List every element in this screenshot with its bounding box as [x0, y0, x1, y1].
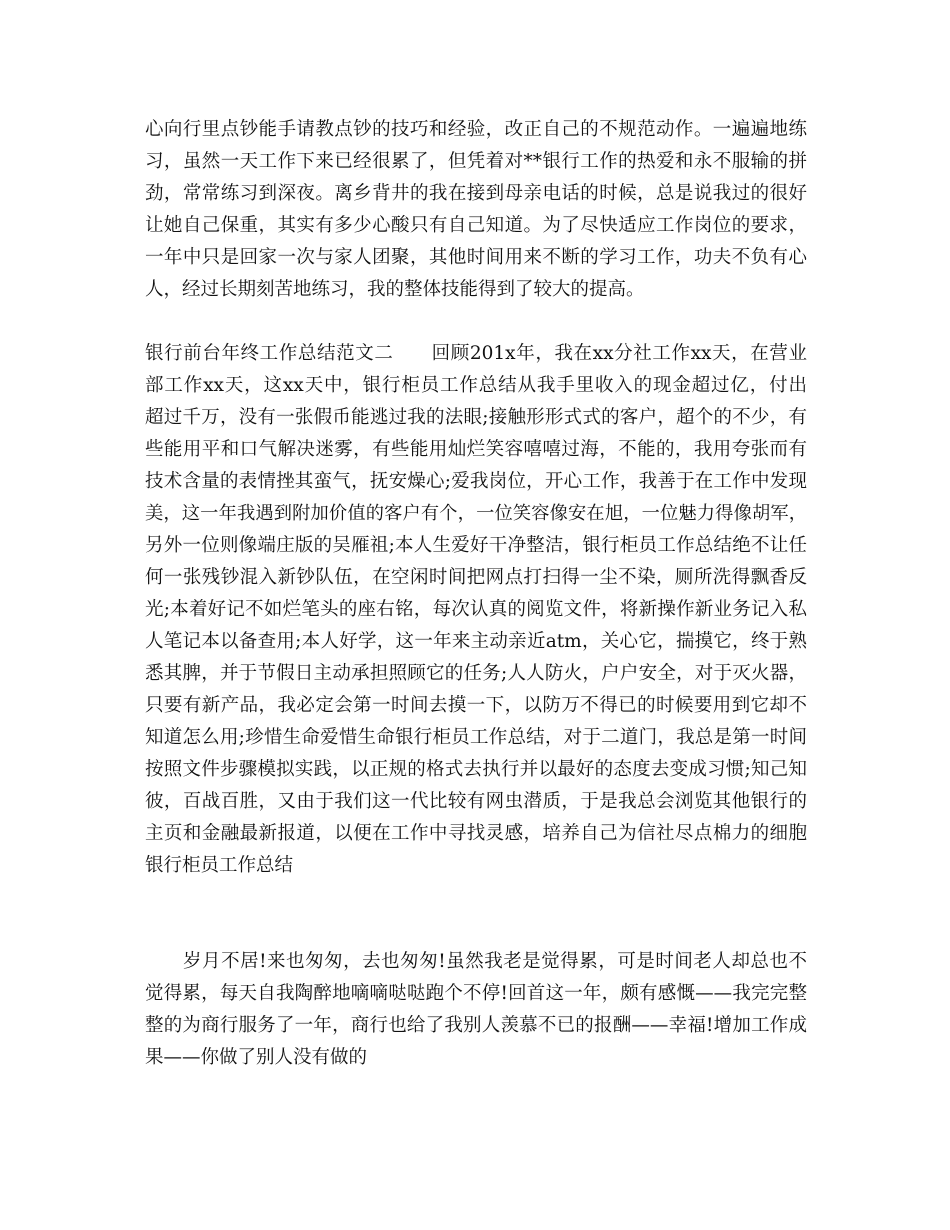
- text-line: 何一张残钞混入新钞队伍，在空闲时间把网点打扫得一尘不染，厕所洗得飘香反: [145, 567, 807, 588]
- paragraph-training: [145, 114, 807, 306]
- paragraph-year-review: [145, 946, 807, 1074]
- text-line: 劲，常常练习到深夜。离乡背井的我在接到母亲电话的时候，总是说我过的很好: [145, 183, 807, 204]
- text-line: 岁月不居!来也匆匆，去也匆匆!虽然我老是觉得累，可是时间老人却总也不: [145, 951, 807, 972]
- text-line: 果——你做了别人没有做的: [145, 1047, 368, 1068]
- text-line: 人，经过长期刻苦地练习，我的整体技能得到了较大的提高。: [145, 279, 645, 300]
- text-line: 主页和金融最新报道，以便在工作中寻找灵感，培养自己为信社尽点棉力的细胞: [145, 823, 807, 844]
- paragraph-sample-two: [145, 338, 807, 882]
- text-line: 银行前台年终工作总结范文二 回顾201x年，我在xx分社工作xx天，在营业: [145, 343, 807, 364]
- text-line: 人笔记本以备查用;本人好学，这一年来主动亲近atm，关心它，揣摸它，终于熟: [145, 631, 807, 652]
- text-line: 彼，百战百胜，又由于我们这一代比较有网虫潜质，于是我总会浏览其他银行的: [145, 791, 807, 812]
- text-line: 整的为商行服务了一年，商行也给了我别人羡慕不已的报酬——幸福!增加工作成: [145, 1015, 807, 1036]
- text-line: 按照文件步骤模拟实践，以正规的格式去执行并以最好的态度去变成习惯;知己知: [145, 759, 807, 780]
- text-line: 另外一位则像端庄版的吴雁祖;本人生爱好干净整洁，银行柜员工作总结绝不让任: [145, 535, 807, 556]
- text-line: 美，这一年我遇到附加价值的客户有个，一位笑容像安在旭，一位魅力得像胡军，: [145, 503, 807, 524]
- section-heading: 银行柜员工作总结: [145, 855, 294, 876]
- text-line: 光;本着好记不如烂笔头的座右铭，每次认真的阅览文件，将新操作新业务记入私: [145, 599, 807, 620]
- text-line: 些能用平和口气解决迷雾，有些能用灿烂笑容嘻嘻过海，不能的，我用夸张而有: [145, 439, 807, 460]
- text-line: 超过千万，没有一张假币能逃过我的法眼;接触形形式式的客户，超个的不少，有: [145, 407, 807, 428]
- text-line: 悉其脾，并于节假日主动承担照顾它的任务;人人防火，户户安全，对于灭火器，: [145, 663, 807, 684]
- text-line: 心向行里点钞能手请教点钞的技巧和经验，改正自己的不规范动作。一遍遍地练: [145, 119, 807, 140]
- text-line: 知道怎么用;珍惜生命爱惜生命银行柜员工作总结，对于二道门，我总是第一时间: [145, 727, 807, 748]
- text-line: 习，虽然一天工作下来已经很累了，但凭着对**银行工作的热爱和永不服输的拼: [145, 151, 807, 172]
- text-line: 一年中只是回家一次与家人团聚，其他时间用来不断的学习工作，功夫不负有心: [145, 247, 807, 268]
- text-line: 技术含量的表情挫其蛮气，抚安燥心;爱我岗位，开心工作，我善于在工作中发现: [145, 471, 807, 492]
- text-line: 只要有新产品，我必定会第一时间去摸一下，以防万不得已的时候要用到它却不: [145, 695, 807, 716]
- text-line: 让她自己保重，其实有多少心酸只有自己知道。为了尽快适应工作岗位的要求，: [145, 215, 807, 236]
- text-line: 觉得累，每天自我陶醉地嘀嘀哒哒跑个不停!回首这一年，颇有感慨——我完完整: [145, 983, 807, 1004]
- text-line: 部工作xx天，这xx天中，银行柜员工作总结从我手里收入的现金超过亿，付出: [145, 375, 807, 396]
